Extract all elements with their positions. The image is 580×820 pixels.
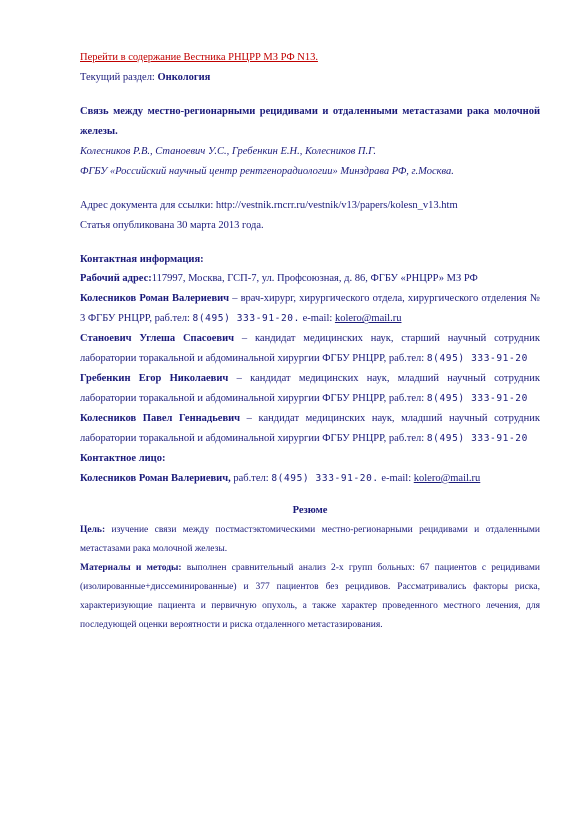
toc-line [80, 48, 540, 68]
document-address: Адрес документа для ссылки: http://vestnik.rncrr.ru/vestnik/v13/papers/kolesn_v13.htm [80, 199, 458, 211]
contact-phone: 8(495) 333-91-20. [271, 472, 379, 484]
person-desc: – врач-хирург, хирургического отдела, хирургического отделения № 3 ФГБУ РНЦРР, раб.тел: [80, 293, 540, 325]
email-label: e-mail: [299, 313, 335, 325]
person-name: Колесников Роман Валериевич [80, 293, 230, 305]
contact-person-3 [80, 369, 540, 409]
contacts-heading: Контактная информация: [80, 253, 204, 265]
contact-email-link[interactable]: kolero@mail.ru [413, 472, 481, 484]
contact-person-1 [80, 289, 540, 329]
contact-phone-label: раб.тел: [230, 472, 272, 484]
article-title: Связь между местно-регионарными рецидивами и отдаленными метастазами рака молочной железы. [80, 105, 540, 137]
person-desc: – кандидат медицинских наук, старший научный сотрудник лаборатории торакальной и абдоминальной хирургии ФГБУ РНЦРР, раб.тел: [80, 333, 540, 365]
publication-date: Статья опубликована 30 марта 2013 года. [80, 219, 264, 231]
methods-label: Материалы и методы: [80, 562, 182, 573]
contact-person-name: Колесников Роман Валериевич, [80, 472, 231, 484]
contact-person-line [80, 469, 540, 489]
current-section [80, 68, 540, 88]
section-label: Текущий раздел: [80, 71, 158, 83]
person-desc: – кандидат медицинских наук, младший научный сотрудник лаборатории торакальной и абдоминальной хирургии ФГБУ РНЦРР, раб.тел: [80, 373, 540, 405]
contact-person-4 [80, 409, 540, 449]
email-link[interactable]: kolero@mail.ru [334, 313, 402, 325]
person-phone: 8(495) 333-91-20 [426, 353, 528, 365]
person-desc: – кандидат медицинских наук, младший научный сотрудник лаборатории торакальной и абдоминальной хирургии ФГБУ РНЦРР, раб.тел: [80, 413, 540, 444]
person-name: Гребенкин Егор Николаевич [80, 373, 229, 385]
work-address [80, 269, 540, 289]
person-name: Колесников Павел Геннадьевич [80, 413, 241, 424]
work-address-label: Рабочий адрес: [80, 273, 152, 285]
document-content [80, 48, 540, 635]
abstract-methods [80, 559, 540, 635]
section-value: Онкология [157, 71, 211, 83]
toc-link[interactable]: Перейти в содержание Вестника РНЦРР МЗ РФ N13. [80, 52, 318, 63]
abstract-heading: Резюме [292, 504, 328, 516]
contact-email-label: e-mail: [378, 472, 414, 484]
methods-text: выполнен сравнительный анализ 2-х групп больных: 67 пациентов с рецидивами (изолированные+диссеминированные) и 377 пациентов без рецидивов. Рассматривались факторы риска, характеризующие пациента и первичную опухоль, а также характер проведенного местного лечения, для последующей оценки вероятности и риска отдаленного метастазирования. [80, 562, 540, 630]
person-phone: 8(495) 333-91-20 [426, 432, 528, 444]
person-phone: 8(495) 333-91-20. [192, 313, 300, 325]
person-phone: 8(495) 333-91-20 [426, 393, 528, 405]
goal-label: Цель: [80, 524, 106, 535]
contact-person-2 [80, 329, 540, 369]
person-name: Станоевич Углеша Спасоевич [80, 333, 235, 345]
goal-text: изучение связи между постмастэктомическими местно-регионарными рецидивами и отдаленными метастазами рака молочной железы. [80, 524, 540, 554]
article-authors: Колесников Р.В., Станоевич У.С., Гребенкин Е.Н., Колесников П.Г. [80, 145, 376, 157]
abstract-goal [80, 521, 540, 559]
work-address-value: 117997, Москва, ГСП-7, ул. Профсоюзная, д. 86, ФГБУ «РНЦРР» МЗ РФ [151, 273, 478, 285]
article-affiliation: ФГБУ «Российский научный центр рентгенорадиологии» Минздрава РФ, г.Москва. [80, 165, 454, 177]
contact-person-heading: Контактное лицо: [80, 452, 166, 464]
